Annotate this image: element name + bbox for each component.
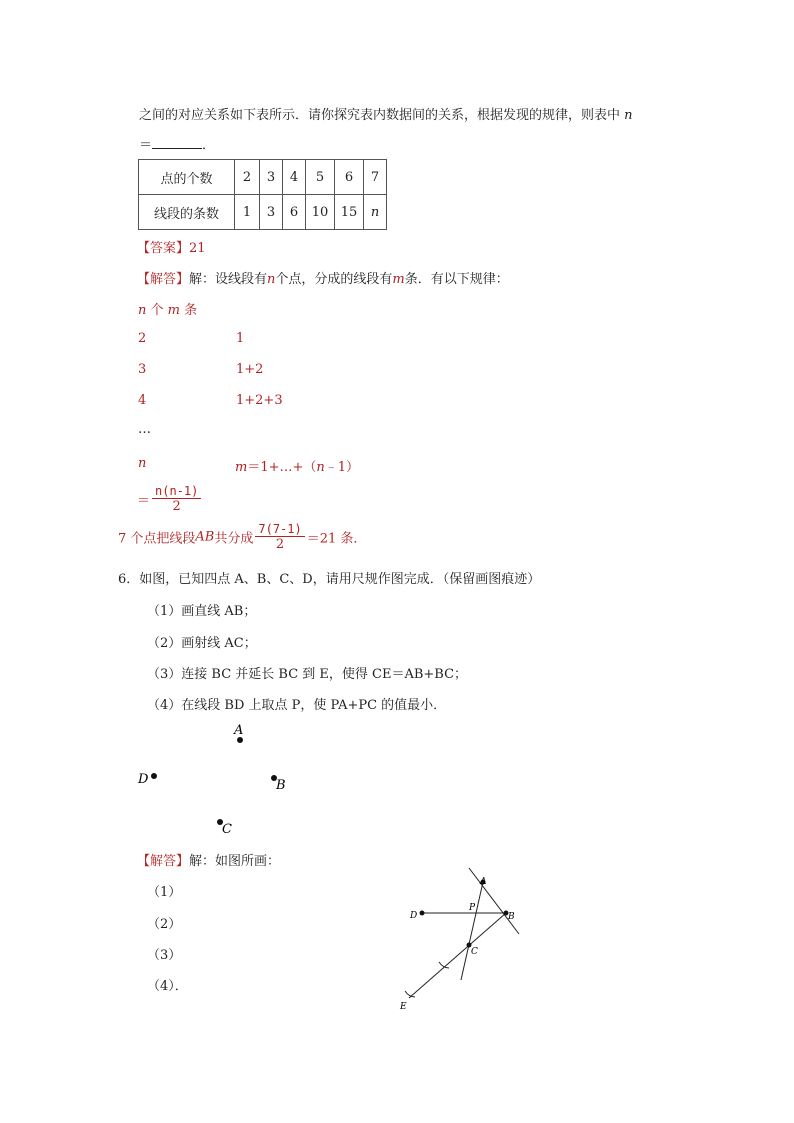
fraction-denominator: 2 <box>275 537 285 552</box>
pattern-row-left: 3 <box>138 362 147 377</box>
fig-label-c: C <box>471 947 478 957</box>
table-row <box>139 195 387 230</box>
pattern-header <box>138 299 197 318</box>
q6-item: （2）画射线 AC； <box>147 636 257 651</box>
label-a: A <box>234 723 244 738</box>
q6-item: （4）在线段 BD 上取点 P，使 PA+PC 的值最小． <box>147 698 447 713</box>
construction-figure <box>395 862 530 1012</box>
intro-line-1 <box>139 104 633 123</box>
q6-solution-step: （1） <box>147 885 182 900</box>
fig-point-d <box>420 911 425 916</box>
table-cell: 1 <box>235 195 260 230</box>
header-text: 条 <box>184 303 198 318</box>
table-cell: 6 <box>335 160 364 195</box>
header-text: 个 <box>150 303 164 318</box>
var-m: m <box>167 303 180 318</box>
table-row <box>139 160 387 195</box>
var-m: m <box>392 272 405 287</box>
table-cell: 5 <box>306 160 335 195</box>
table-cell: 3 <box>260 160 283 195</box>
table-cell-label: 点的个数 <box>139 160 235 195</box>
solution-text: 个点，分成的线段有 <box>275 272 393 287</box>
q6-solution-step: （2） <box>147 917 182 932</box>
label-b: B <box>276 778 286 793</box>
final-line <box>118 522 366 552</box>
fig-label-d: D <box>410 911 418 921</box>
final-text: ＝21 条． <box>306 531 367 547</box>
general-left: n <box>138 456 147 471</box>
formula-text: ﹣1） <box>324 460 360 475</box>
solution-text: 解：设线段有 <box>189 272 268 287</box>
q6-item: （3）连接 BC 并延长 BC 到 E，使得 CE＝AB+BC； <box>147 667 468 682</box>
solution-intro <box>137 268 509 287</box>
q6-solution-step: （3） <box>147 948 182 963</box>
intro-line-2 <box>139 134 215 153</box>
period: ． <box>202 138 216 153</box>
segment-ab: AB <box>195 529 215 545</box>
solution-text: 条．有以下规律： <box>404 272 509 287</box>
pattern-row-right: 1+2 <box>236 362 264 377</box>
fraction-numerator: n(n-1) <box>152 484 201 499</box>
answer-line <box>137 237 206 256</box>
general-formula <box>235 456 359 475</box>
pattern-row-left: 2 <box>138 331 147 346</box>
intro-text: 之间的对应关系如下表所示．请你探究表内数据间的关系，根据发现的规律，则表中 <box>139 108 621 123</box>
intro-var-n: n <box>624 108 633 123</box>
ellipsis: … <box>138 422 151 437</box>
q6-solution-intro <box>137 850 280 869</box>
given-points-figure <box>130 718 310 843</box>
points-segments-table <box>138 159 387 230</box>
table-cell: 15 <box>335 195 364 230</box>
table-cell-label: 线段的条数 <box>139 195 235 230</box>
var-m: m <box>235 460 248 475</box>
var-n: n <box>316 460 325 475</box>
table-cell: 3 <box>260 195 283 230</box>
label-c: C <box>222 822 232 837</box>
table-cell: 6 <box>283 195 306 230</box>
table-cell: 10 <box>306 195 335 230</box>
pattern-row-right: 1+2+3 <box>236 393 283 408</box>
answer-blank <box>152 136 202 149</box>
label-d: D <box>138 772 149 787</box>
fraction-numerator: 7(7-1) <box>255 522 304 537</box>
ray-ac <box>461 882 483 980</box>
q6-item: （1）画直线 AB； <box>147 604 257 619</box>
equals-sign: ＝ <box>139 138 153 153</box>
table-cell: n <box>364 195 387 230</box>
fig-label-a: A <box>480 877 487 887</box>
equals-sign: ＝ <box>137 493 151 509</box>
table-cell: 7 <box>364 160 387 195</box>
fig-label-e: E <box>400 1002 407 1012</box>
answer-value: 21 <box>189 241 206 256</box>
point-d <box>151 773 157 779</box>
var-n: n <box>138 303 147 318</box>
answer-tag: 【答案】 <box>137 241 190 256</box>
formula-text: ＝1+…+（ <box>247 460 317 475</box>
final-text: 共分成 <box>214 531 254 547</box>
fraction <box>152 484 201 514</box>
fig-label-b: B <box>508 912 515 922</box>
q6-solution-step: （4）． <box>147 979 188 994</box>
table-cell: 4 <box>283 160 306 195</box>
line-bce <box>409 913 506 998</box>
fraction <box>255 522 304 552</box>
fraction-line <box>137 484 203 514</box>
table-cell: 2 <box>235 160 260 195</box>
solution-text: 解：如图所画： <box>189 854 281 869</box>
pattern-row-left: 4 <box>138 393 147 408</box>
pattern-row-right: 1 <box>236 331 245 346</box>
compass-arc <box>439 962 449 968</box>
solution-tag: 【解答】 <box>137 854 190 869</box>
var-n: n <box>267 272 276 287</box>
fraction-denominator: 2 <box>172 499 181 514</box>
q6-stem: 6．如图，已知四点 A、B、C、D，请用尺规作图完成．（保留画图痕迹） <box>118 572 541 587</box>
solution-tag: 【解答】 <box>137 272 190 287</box>
fig-label-p: P <box>469 903 476 913</box>
final-text: 7 个点把线段 <box>118 531 196 547</box>
